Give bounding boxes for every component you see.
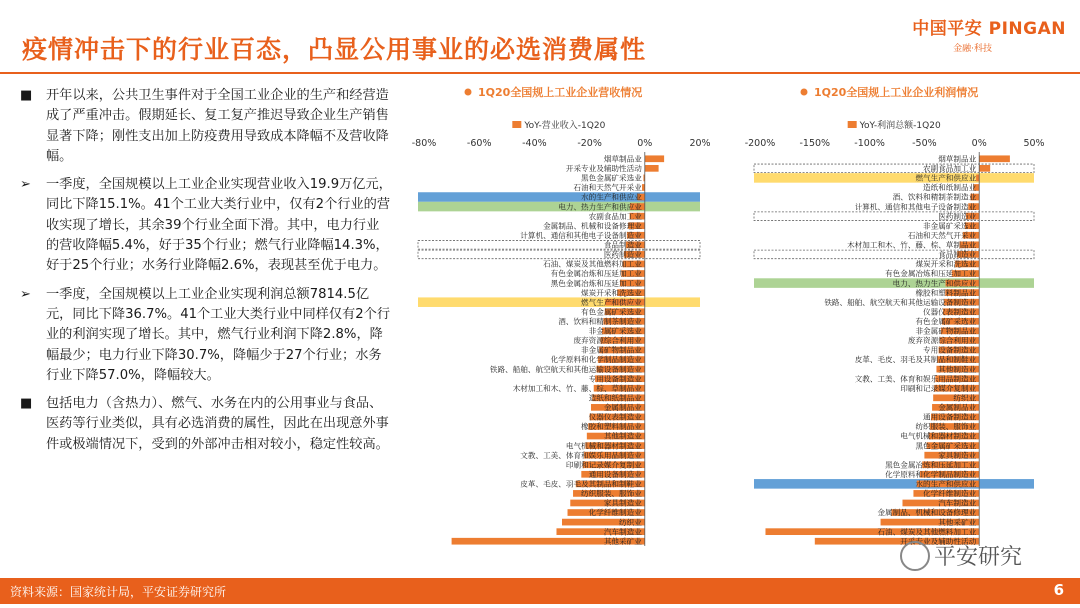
category-label: 废弃资源综合利用业 [907,336,977,346]
category-label: 化学纤维制造业 [923,489,977,499]
category-label: 铁路、船舶、航空航天和其他运输设备制造业 [489,364,642,374]
paragraph [20,175,392,276]
x-tick-label: -150% [799,138,831,149]
category-label: 非金属矿采选业 [588,326,642,336]
category-label: 汽车制造业 [938,498,977,508]
x-tick-label: -80% [411,138,437,149]
category-label: 有色金属矿采选业 [581,307,642,317]
x-tick-label: -200% [744,138,776,149]
logo-tagline: 金融·科技 [953,44,992,54]
logo [912,14,1066,54]
category-label: 非金属矿采选业 [923,221,977,231]
bar [645,165,659,172]
x-tick-label: 50% [1023,138,1045,149]
category-label: 专用设备制造业 [923,345,977,355]
category-label: 仪器仪表制造业 [588,412,642,422]
category-label: 其他制造业 [938,364,977,374]
chart-title: 1Q20全国规上工业企业营收情况 [478,86,643,99]
category-label: 煤炭开采和洗选业 [581,288,642,298]
category-label: 烟草制品业 [603,154,642,164]
highlight-outline [754,250,1034,259]
category-label: 黑色金属冶炼和压延加工业 [550,278,642,288]
category-label: 酒、饮料和精制茶制造业 [892,192,977,202]
category-label: 电力、热力生产和供应业 [892,278,977,288]
category-label: 有色金属冶炼和压延加工业 [885,269,977,279]
category-label: 石油、煤炭及其他燃料加工业 [877,527,977,537]
category-label: 汽车制造业 [603,527,642,537]
x-tick-label: 0% [637,138,653,149]
category-label: 其他制造业 [603,431,642,441]
legend-label: YoY-营业收入-1Q20 [524,121,606,131]
category-label: 石油和天然气开采业 [573,183,642,193]
category-label: 黑色金属冶炼和压延加工业 [885,460,977,470]
category-label: 酒、饮料和精制茶制造业 [558,316,642,326]
bar [979,165,990,172]
charts-area [410,80,1070,560]
category-label: 水的生产和供应业 [915,479,977,489]
paragraph [20,86,392,167]
category-label: 皮革、毛皮、羽毛及其制品和制鞋业 [854,355,977,365]
category-label: 水的生产和供应业 [581,192,642,202]
bar-charts [410,80,1070,560]
highlight-outline [754,212,1034,221]
wechat-icon [900,541,930,571]
highlight-outline [754,164,1034,173]
legend-label: YoY-利润总额-1Q20 [859,121,941,131]
paragraph [20,285,392,386]
commentary [20,86,392,463]
category-label: 石油、煤炭及其他燃料加工业 [543,259,642,269]
category-label: 电气机械和器材制造业 [900,431,977,441]
highlight-band [418,192,700,202]
category-label: 文教、工美、体育和娱乐用品制造业 [854,374,977,384]
category-label: 计算机、通信和其他电子设备制造业 [854,202,977,212]
category-label: 有色金属矿采选业 [915,316,977,326]
x-tick-label: 0% [971,138,987,149]
highlight-outline [418,241,700,250]
bar [642,184,645,191]
category-label: 金属制品业 [603,403,642,413]
category-label: 家具制造业 [603,498,642,508]
category-label: 农副食品加工业 [923,164,977,174]
category-label: 石油和天然气开采业 [907,230,977,240]
paragraph-text: 一季度，全国规模以上工业企业实现营业收入19.9万亿元，同比下降15.1%。41个工业大类行业中，仅有2个行业的营收实现了增长，其余39个行业全面下滑。其中，电力行业的营收降幅5.4%，好于35个行业；燃气行业降幅14.3%，好于25个行业；水务行业降幅2.6%，表现甚至优于电力。 [46,177,392,274]
category-label: 纺织服装、服饰业 [915,422,977,432]
paragraph-text: 一季度，全国规模以上工业企业实现利润总额7814.5亿元，同比下降36.7%。41个工业大类行业中同样仅有2个行业的利润实现了增长。其中，燃气行业利润下降2.8%，降幅最少；电力行业下降30.7%，降幅少于27个行业；水务行业下降57.0%，降幅较大。 [46,286,390,383]
category-label: 金属制品、机械和设备修理业 [877,508,977,518]
category-label: 黑色金属矿采选业 [915,441,977,451]
chart-title: 1Q20全国规上工业企业利润情况 [814,86,979,99]
category-label: 橡胶和塑料制品业 [915,288,977,298]
category-label: 纺织业 [619,517,642,527]
arrow-bullet-icon: ➢ [20,177,31,193]
bar [979,155,1010,162]
category-label: 食品制造业 [938,250,977,260]
category-label: 通用设备制造业 [923,412,977,422]
category-label: 食品制造业 [603,240,642,250]
highlight-band [754,479,1034,489]
watermark-text: 平安研究 [934,545,1023,570]
highlight-band [418,297,700,307]
bullet-icon: ■ [20,88,33,103]
category-label: 专用设备制造业 [588,374,642,384]
page-title: 疫情冲击下的行业百态，凸显公用事业的必选消费属性 [22,35,647,64]
title-dot-icon [465,89,472,96]
category-label: 农副食品加工业 [588,211,642,221]
category-label: 木材加工和木、竹、藤、棕、草制品业 [847,240,977,250]
x-tick-label: -40% [522,138,547,149]
bullet-icon: ■ [20,396,33,412]
category-label: 化学原料和化学制品制造业 [885,469,977,479]
category-label: 纺织服装、服饰业 [581,489,642,499]
category-label: 计算机、通信和其他电子设备制造业 [520,230,642,240]
x-tick-label: -60% [466,138,492,149]
category-label: 印刷和记录媒介复制业 [565,460,642,470]
category-label: 其他采矿业 [938,517,977,527]
category-label: 纺织业 [953,393,977,403]
paragraph-text: 包括电力（含热力）、燃气、水务在内的公用事业与食品、医药等行业类似，具有必选消费的属性，因此在出现意外事件或极端情况下，受到的外部冲击相对较小，稳定性较高。 [46,396,389,452]
category-label: 家具制造业 [938,450,977,460]
category-label: 金属制品、机械和设备修理业 [543,221,642,231]
category-label: 化学原料和化学制品制造业 [550,355,642,365]
x-tick-label: -20% [577,138,602,149]
category-label: 其他采矿业 [603,536,642,546]
category-label: 非金属矿物制品业 [581,345,642,355]
legend-swatch [848,121,857,128]
category-label: 金属制品业 [938,403,977,413]
category-label: 通用设备制造业 [588,469,642,479]
category-label: 开采专业及辅助性活动 [565,164,642,174]
category-label: 煤炭开采和洗选业 [915,259,977,269]
category-label: 黑色金属矿采选业 [581,173,642,183]
category-label: 电气机械和器材制造业 [565,441,642,451]
bar [645,155,664,162]
category-label: 有色金属冶炼和压延加工业 [550,269,642,279]
footer-bar [0,578,1080,604]
category-label: 开采专业及辅助性活动 [900,536,977,546]
paragraph [20,394,392,455]
watermark [900,540,1022,571]
category-label: 电力、热力生产和供应业 [558,202,642,212]
x-tick-label: -50% [912,138,937,149]
category-label: 燃气生产和供应业 [581,297,642,307]
category-label: 医药制造业 [938,211,977,221]
paragraph-text: 开年以来，公共卫生事件对于全国工业企业的生产和经营造成了严重冲击。假期延长、复工复产推迟导致企业生产销售显著下降；刚性支出加上防疫费用导致成本降幅不及营收降幅。 [46,88,389,164]
category-label: 橡胶和塑料制品业 [581,422,642,432]
category-label: 烟草制品业 [938,154,977,164]
highlight-outline [418,250,700,259]
title-divider [0,72,1080,74]
category-label: 非金属矿物制品业 [915,326,977,336]
category-label: 文教、工美、体育和娱乐用品制造业 [520,450,642,460]
category-label: 化学纤维制造业 [588,508,642,518]
source-note: 资料来源：国家统计局，平安证券研究所 [10,585,227,599]
category-label: 印刷和记录媒介复制业 [900,383,977,393]
highlight-band [754,173,1034,183]
category-label: 燃气生产和供应业 [915,173,977,183]
category-label: 造纸和纸制品业 [923,183,977,193]
logo-brand: 中国平安 PINGAN [912,19,1066,39]
bar [976,175,979,182]
legend-swatch [512,121,521,128]
category-label: 医药制造业 [603,250,642,260]
page-number: 6 [1053,581,1064,599]
category-label: 铁路、船舶、航空航天和其他运输设备制造业 [824,297,977,307]
x-tick-label: 20% [689,138,711,149]
category-label: 木材加工和木、竹、藤、棕、草制品业 [512,383,642,393]
x-tick-label: -100% [854,138,885,149]
category-label: 废弃资源综合利用业 [573,336,642,346]
category-label: 皮革、毛皮、羽毛及其制品和制鞋业 [520,479,642,489]
category-label: 造纸和纸制品业 [588,393,642,403]
title-dot-icon [801,89,808,96]
category-label: 仪器仪表制造业 [923,307,977,317]
arrow-bullet-icon: ➢ [20,286,31,302]
